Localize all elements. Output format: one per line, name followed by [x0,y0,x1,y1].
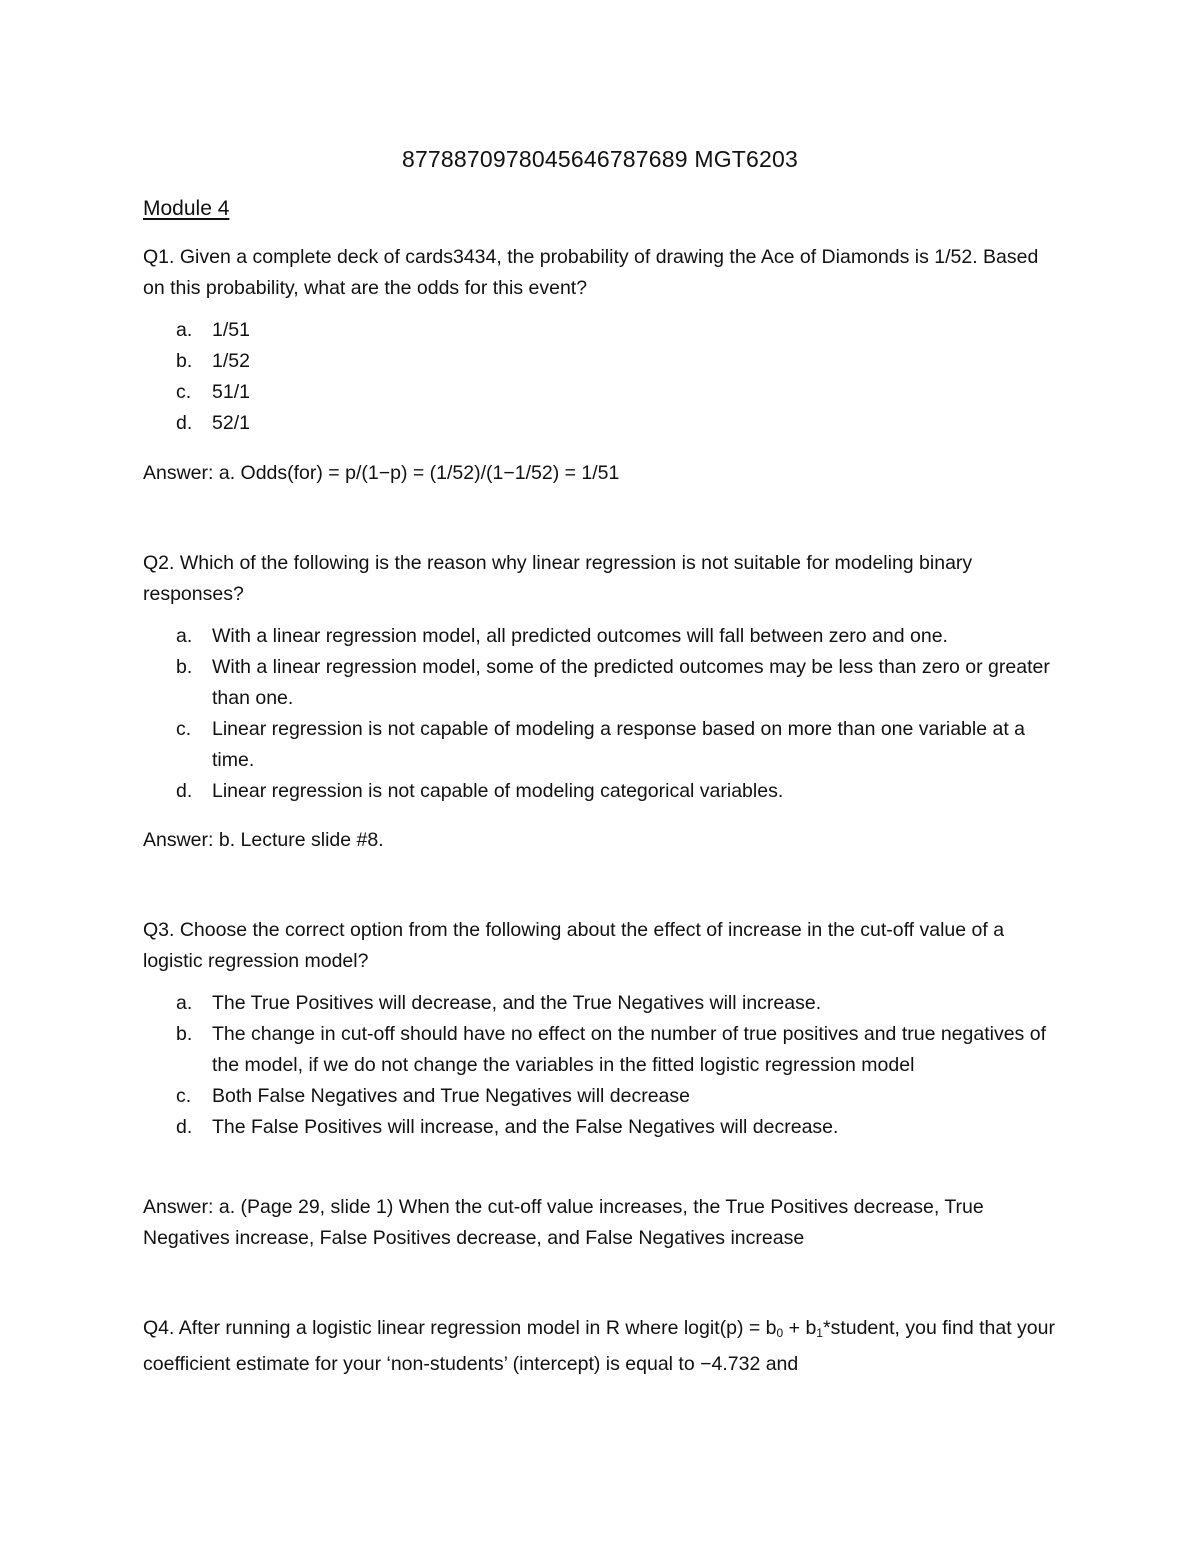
option-letter: a. [176,625,193,647]
option-item [143,377,1063,408]
option-item [143,714,1063,776]
question-2-answer: Answer: b. Lecture slide #8. [143,829,384,851]
option-letter: b. [176,350,193,372]
option-text: 1/51 [212,319,250,341]
option-text: The True Positives will decrease, and the True Negatives will increase. [212,992,822,1014]
question-3-text: Q3. Choose the correct option from the following about the effect of increase in the cut-off value of a logistic regression model? [143,919,1005,972]
option-item [143,988,1063,1019]
question-1-options [143,315,1063,439]
question-3-options [143,988,1063,1143]
option-item [143,1019,1063,1081]
question-1-text: Q1. Given a complete deck of cards3434, the probability of drawing the Ace of Diamonds is 1/52. Based on this probability, what are the odds for this event? [143,246,1039,299]
option-text: With a linear regression model, some of the predicted outcomes may be less than zero or greater than one. [212,656,1050,709]
question-2-options [143,621,1063,807]
option-letter: d. [176,412,193,434]
option-letter: d. [176,1116,193,1138]
question-1-answer: Answer: a. Odds(for) = p/(1−p) = (1/52)/(1−1/52) = 1/51 [143,462,620,484]
question-3 [143,915,1063,1143]
subscript-0: 0 [776,1326,784,1340]
module-title: Module 4 [143,197,230,220]
subscript-1: 1 [816,1326,823,1340]
option-letter: c. [176,718,192,740]
option-text: The False Positives will increase, and the False Negatives will decrease. [212,1116,839,1138]
question-4 [143,1313,1073,1380]
option-item [143,408,1063,439]
question-4-text-part1: Q4. After running a logistic linear regression model in R where logit(p) = b [143,1317,777,1339]
option-text: 1/52 [212,350,250,372]
question-3-answer: Answer: a. (Page 29, slide 1) When the cut-off value increases, the True Positives decrease, True Negatives increase, False Positives decrease, and False Negatives increase [143,1196,984,1249]
question-1 [143,242,1063,439]
question-4-text-part2: + b [783,1317,817,1339]
question-2 [143,548,1063,807]
question-4-text [143,1313,1073,1380]
option-letter: b. [176,656,193,678]
option-text: Linear regression is not capable of modeling categorical variables. [212,780,784,802]
option-item [143,346,1063,377]
document-header: 8778870978045646787689 MGT6203 [401,146,799,172]
option-item [143,776,1063,807]
option-letter: c. [176,1085,192,1107]
option-letter: d. [176,780,193,802]
option-text: The change in cut-off should have no effect on the number of true positives and true negatives of the model, if we do not change the variables in the fitted logistic regression model [212,1023,1046,1076]
option-letter: b. [176,1023,193,1045]
option-letter: a. [176,992,193,1014]
question-4-text-part3: *student, you find that your coefficient estimate for your ‘non-students’ (intercept) is equal to −4.732 and [143,1317,1055,1375]
option-item [143,315,1063,346]
option-item [143,1081,1063,1112]
option-text: 52/1 [212,412,250,434]
option-letter: c. [176,381,192,403]
option-item [143,621,1063,652]
option-text: With a linear regression model, all predicted outcomes will fall between zero and one. [212,625,948,647]
option-text: Linear regression is not capable of modeling a response based on more than one variable at a time. [212,718,1026,771]
option-text: 51/1 [212,381,250,403]
question-2-text: Q2. Which of the following is the reason why linear regression is not suitable for modeling binary responses? [143,552,973,605]
option-item [143,1112,1063,1143]
option-item [143,652,1063,714]
option-text: Both False Negatives and True Negatives will decrease [212,1085,690,1107]
option-letter: a. [176,319,193,341]
